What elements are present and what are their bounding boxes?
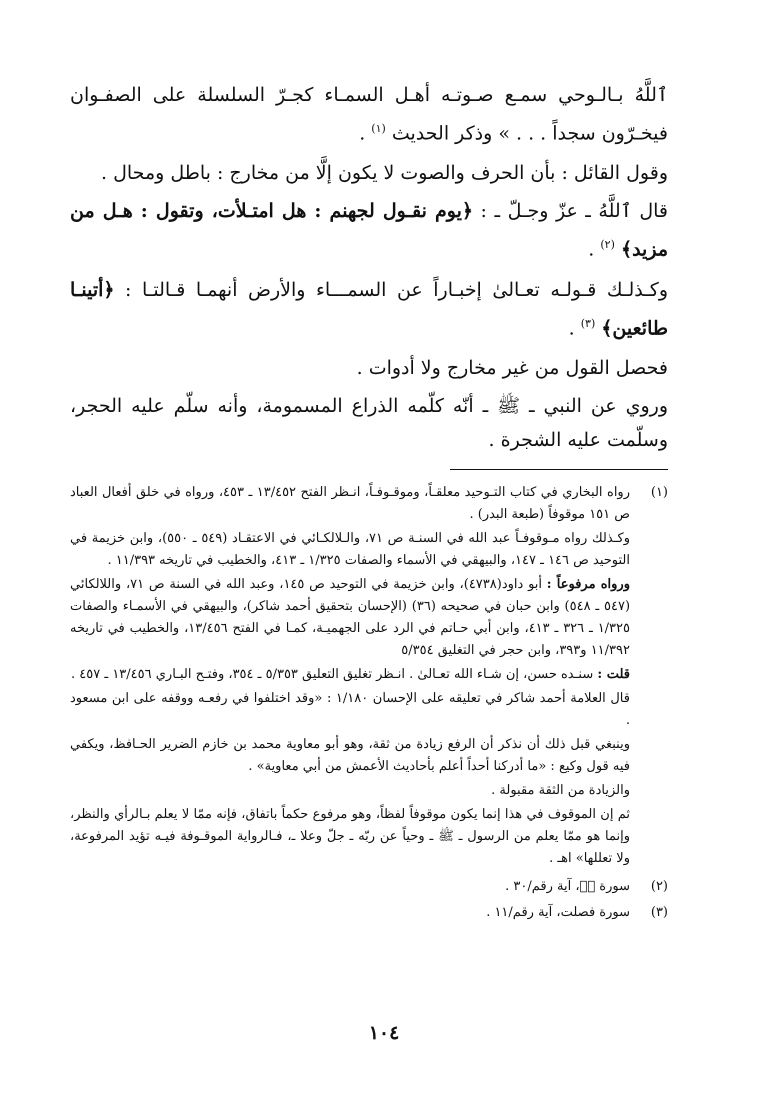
footnote-number: (٢) bbox=[650, 878, 668, 894]
paragraph-hadith: ٱللَّهُ بـالـوحي سمـع صـوتـه أهـل السمـاء كجـرّ السلسلة على الصفـوان فيخـرّون سجداً . . . » وذكر الحديث $^{(١)}$ . bbox=[70, 84, 668, 145]
footnote-paragraph: ثم إن الموقوف في هذا إنما يكون موقوفاً لفظاً، وهو مرفوع حكماً باتفاق، فإنه ممّا لا يعلم بـالرأي والنظر، وإنما هو ممّا يعلم من الرسول ـ ﷺ ـ وحياً عن ربّه ـ جلّ وعلا ـ، فـالرواية الموقـوفة فيـه تؤيد المرفوعة، ولا تعللها» اهـ . bbox=[70, 806, 630, 866]
footnote-body: سورة فصلت، آية رقم/١١ . bbox=[486, 904, 630, 920]
footnote-body: سورة قۤ، آية رقم/٣٠ . bbox=[505, 878, 630, 894]
footnote-2 bbox=[70, 876, 668, 898]
footnote-1 bbox=[70, 482, 668, 872]
paragraph-prophet: وروي عن النبي ـ ﷺ ـ أنّه كلّمه الذراع المسمومة، وأنه سلّم عليه الحجر، وسلّمت عليه الشجرة . bbox=[70, 394, 668, 451]
footnote-ref-1: (١) bbox=[371, 122, 386, 135]
footnote-paragraph: وينبغي قبل ذلك أن نذكر أن الرفع زيادة من ثقة، وهو أبو معاوية محمد بن خازم الضرير الحـافظ، ويكفي فيه قول وكيع : «ما أدركنا أحداً أعلم بأحاديث الأعمش من أبي معاوية» . bbox=[70, 736, 630, 774]
quran-verse-fussilat: ﴿أتينـا طائعين﴾ bbox=[70, 278, 668, 339]
main-text bbox=[70, 78, 668, 457]
footnote-paragraph: قال العلامة أحمد شاكر في تعليقه على الإحسان ١/١٨٠ : «وقد اختلفوا في رفعـه ووقفه على ابن مسعود . bbox=[70, 690, 630, 728]
footnote-ref-2: (٢) bbox=[600, 238, 615, 252]
paragraph-quran-fussilat: وكـذلـك قـولـه تعـالىٰ إخبـاراً عن السمـــاء والأرض أنهمـا قـالتـا : ﴿أتينـا طائعين﴾ $^{(٣)}$ . bbox=[70, 278, 668, 339]
footnote-number: (٣) bbox=[650, 904, 668, 920]
footnote-paragraph: رواه البخاري في كتاب التـوحيد معلقـاً، وموقـوفـاً، انـظر الفتح ١٣/٤٥٢ ـ ٤٥٣، ورواه في خلق أفعال العباد ص ١٥١ موقوفاً (طبعة البدر) . bbox=[70, 484, 630, 522]
paragraph-speaker-claim: وقول القائل : بأن الحرف والصوت لا يكون إلَّا من مخارج : باطل ومحال . bbox=[101, 162, 668, 185]
footnote-3 bbox=[70, 902, 668, 924]
footnote-paragraph: وكـذلك رواه مـوقوفـاً عبد الله في السنـة ص ٧١، والـلالكـائي في الاعتقـاد (٥٤٩ ـ ٥٥٠)، وابن خزيمة في التوحيد ص ١٤٦ ـ ١٤٧، والبيهقي في الأسماء والصفات ١/٣٢٥ ـ ٤١٣، والخطيب في تاريخه ١١/٣٩٣ . bbox=[70, 530, 630, 568]
quran-verse-qaf: ﴿يوم نقـول لجهنم : هل امتـلأت، وتقول : هـل من مزيد﴾ bbox=[70, 200, 668, 261]
footnote-separator bbox=[450, 469, 668, 470]
page-number: ١٠٤ bbox=[368, 1022, 400, 1044]
footnotes bbox=[70, 482, 668, 924]
paragraph-quran-qaf: قال ٱللَّهُ ـ عزّ وجـلّ ـ : ﴿يوم نقـول لجهنم : هل امتـلأت، وتقول : هـل من مزيد﴾ $^{(٢)}$ . bbox=[70, 200, 668, 261]
footnote-body bbox=[70, 482, 630, 872]
footnote-paragraph: ورواه مرفوعاً : أبو داود(٤٧٣٨)، وابن خزيمة في التوحيد ص ١٤٥، وعبد الله في السنة ص ٧١، واللالكائي (٥٤٧ ـ ٥٤٨) وابن حبان في صحيحه (٣٦) (الإحسان بتحقيق أحمد شاكر)، والبيهقي في الأسمـاء والصفات ١/٣٢٥ ـ ٣٢٦ ـ ٤١٣، وابن أبي حـاتم في الرد على الجهميـة، كمـا في الفتح ١٣/٤٥٦، والخطيب في تاريخه ١١/٣٩٢ و٣٩٣، وابن حجر في التغليق ٥/٣٥٤ bbox=[70, 576, 631, 658]
footnote-number: (١) bbox=[650, 484, 668, 500]
footnote-paragraph: قلت : سنـده حسن، إن شـاء الله تعـالىٰ . انـظر تغليق التعليق ٥/٣٥٣ ـ ٣٥٤، وفتـح البـاري ١٣/٤٥٦ ـ ٤٥٧ . bbox=[71, 666, 630, 682]
footnote-ref-3: (٣) bbox=[580, 316, 596, 330]
paragraph-conclusion: فحصل القول من غير مخارج ولا أدوات . bbox=[356, 356, 668, 379]
book-page bbox=[70, 78, 668, 1088]
footnote-paragraph: والزيادة من الثقة مقبولة . bbox=[491, 782, 630, 798]
